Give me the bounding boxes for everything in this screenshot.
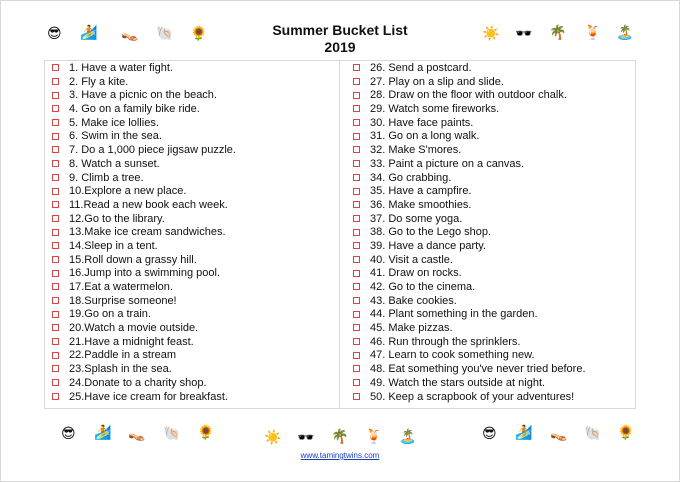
list-item-text: 33. Paint a picture on a canvas. <box>370 157 525 170</box>
checkbox[interactable] <box>52 324 59 331</box>
list-item-text: 38. Go to the Lego shop. <box>370 226 492 239</box>
checkbox[interactable] <box>52 256 59 263</box>
checkbox[interactable] <box>52 105 59 112</box>
checkbox[interactable] <box>353 311 360 318</box>
sun-icon: ☀️ <box>482 26 500 42</box>
list-item <box>52 103 236 117</box>
list-item <box>353 336 586 350</box>
list-item <box>52 336 236 350</box>
list-item-text: 34. Go crabbing. <box>370 171 452 184</box>
checkbox[interactable] <box>353 160 360 167</box>
checkbox[interactable] <box>52 78 59 85</box>
checkbox[interactable] <box>52 174 59 181</box>
list-item <box>52 254 236 268</box>
list-item-text: 28. Draw on the floor with outdoor chalk. <box>370 89 567 102</box>
checkbox[interactable] <box>52 379 59 386</box>
list-item <box>353 267 586 281</box>
list-item <box>52 117 236 131</box>
checkbox[interactable] <box>52 393 59 400</box>
list-item <box>52 226 236 240</box>
checkbox[interactable] <box>353 105 360 112</box>
list-item-text: 25.Have ice cream for breakfast. <box>69 390 228 403</box>
checkbox[interactable] <box>52 229 59 236</box>
checkbox[interactable] <box>52 64 59 71</box>
list-item <box>52 391 236 405</box>
list-item <box>52 267 236 281</box>
list-item-text: 23.Splash in the sea. <box>69 363 172 376</box>
list-item <box>52 322 236 336</box>
list-item-text: 8. Watch a sunset. <box>69 157 160 170</box>
checkbox[interactable] <box>353 256 360 263</box>
checkbox[interactable] <box>52 283 59 290</box>
list-item-text: 50. Keep a scrapbook of your adventures! <box>370 390 575 403</box>
list-item-text: 26. Send a postcard. <box>370 62 472 74</box>
checkbox[interactable] <box>353 352 360 359</box>
list-item-text: 21.Have a midnight feast. <box>69 335 194 348</box>
list-item-text: 9. Climb a tree. <box>69 171 144 184</box>
list-item <box>353 377 586 391</box>
checkbox[interactable] <box>353 119 360 126</box>
list-item-text: 14.Sleep in a tent. <box>69 239 158 252</box>
checkbox[interactable] <box>353 324 360 331</box>
checkbox[interactable] <box>353 379 360 386</box>
list-item <box>353 76 586 90</box>
surfer-icon: 🏄 <box>94 425 112 441</box>
list-item <box>353 226 586 240</box>
surfer-icon: 🏄 <box>80 25 98 41</box>
list-item-text: 27. Play on a slip and slide. <box>370 75 504 88</box>
page-title: Summer Bucket List <box>272 22 408 38</box>
list-item-text: 15.Roll down a grassy hill. <box>69 253 197 266</box>
list-item <box>52 185 236 199</box>
list-item-text: 46. Run through the sprinklers. <box>370 335 521 348</box>
checkbox[interactable] <box>353 174 360 181</box>
list-item-text: 42. Go to the cinema. <box>370 281 476 293</box>
list-item <box>52 213 236 227</box>
left-column-list <box>52 62 236 404</box>
list-item <box>353 213 586 227</box>
checkbox[interactable] <box>353 201 360 208</box>
list-item <box>52 281 236 295</box>
island-icon: 🏝️ <box>399 429 417 445</box>
list-item-text: 18.Surprise someone! <box>69 294 177 307</box>
palm-tree-icon: 🌴 <box>549 25 567 41</box>
checkbox[interactable] <box>52 119 59 126</box>
list-item <box>52 144 236 158</box>
list-item <box>353 172 586 186</box>
list-item-text: 31. Go on a long walk. <box>370 130 480 143</box>
list-item <box>52 89 236 103</box>
list-item <box>353 363 586 377</box>
sunflower-icon: 🌻 <box>190 26 208 42</box>
list-item <box>353 130 586 144</box>
list-item-text: 16.Jump into a swimming pool. <box>69 267 221 280</box>
checkbox[interactable] <box>52 201 59 208</box>
list-item-text: 2. Fly a kite. <box>69 75 129 88</box>
list-item <box>52 363 236 377</box>
list-item <box>353 308 586 322</box>
checkbox[interactable] <box>353 365 360 372</box>
list-item <box>353 103 586 117</box>
checkbox[interactable] <box>52 160 59 167</box>
list-item-text: 7. Do a 1,000 piece jigsaw puzzle. <box>69 144 236 157</box>
list-item <box>52 349 236 363</box>
list-item-text: 3. Have a picnic on the beach. <box>69 89 217 102</box>
checkbox[interactable] <box>353 64 360 71</box>
shell-icon: 🐚 <box>163 426 181 442</box>
list-item-text: 40. Visit a castle. <box>370 253 453 266</box>
list-item-text: 12.Go to the library. <box>69 212 165 225</box>
checkbox[interactable] <box>353 283 360 290</box>
checkbox[interactable] <box>353 338 360 345</box>
palm-tree-icon: 🌴 <box>331 429 349 445</box>
list-item <box>52 158 236 172</box>
checkbox[interactable] <box>353 229 360 236</box>
checkbox[interactable] <box>52 215 59 222</box>
list-item-text: 37. Do some yoga. <box>370 212 463 225</box>
checkbox[interactable] <box>353 242 360 249</box>
checkbox[interactable] <box>52 133 59 140</box>
sun-icon: ☀️ <box>264 430 282 446</box>
tropical-drink-icon: 🍹 <box>584 25 602 41</box>
list-item-text: 44. Plant something in the garden. <box>370 308 538 321</box>
list-item-text: 4. Go on a family bike ride. <box>69 103 200 116</box>
list-item-text: 29. Watch some fireworks. <box>370 103 500 116</box>
list-item <box>52 172 236 186</box>
checkbox[interactable] <box>353 133 360 140</box>
checkbox[interactable] <box>52 365 59 372</box>
page-year: 2019 <box>324 39 356 55</box>
list-item-text: 22.Paddle in a stream <box>69 349 177 362</box>
list-item <box>353 144 586 158</box>
list-item-text: 36. Make smoothies. <box>370 198 472 211</box>
sunglasses-icon: 🕶️ <box>515 26 533 42</box>
list-item <box>353 199 586 213</box>
checkbox[interactable] <box>353 215 360 222</box>
column-divider <box>339 60 340 408</box>
checkbox[interactable] <box>52 352 59 359</box>
list-item-text: 48. Eat something you've never tried before. <box>370 363 586 376</box>
list-item-text: 32. Make S'mores. <box>370 144 462 157</box>
sandal-icon: 👡 <box>121 26 139 42</box>
list-item <box>353 89 586 103</box>
list-item-text: 20.Watch a movie outside. <box>69 322 199 335</box>
list-item <box>353 185 586 199</box>
checkbox[interactable] <box>52 146 59 153</box>
checkbox[interactable] <box>52 188 59 195</box>
list-item <box>353 295 586 309</box>
list-item <box>353 240 586 254</box>
list-item-text: 24.Donate to a charity shop. <box>69 376 207 389</box>
list-item <box>353 349 586 363</box>
sunglasses-face-icon: 😎 <box>47 26 62 42</box>
right-column-list <box>353 62 586 404</box>
checkbox[interactable] <box>353 393 360 400</box>
list-item <box>52 240 236 254</box>
list-item-text: 47. Learn to cook something new. <box>370 349 535 362</box>
list-item <box>52 377 236 391</box>
list-item-text: 1. Have a water fight. <box>69 62 173 74</box>
island-icon: 🏝️ <box>616 25 634 41</box>
list-item <box>353 322 586 336</box>
list-item <box>52 76 236 90</box>
list-item <box>353 62 586 76</box>
list-item <box>353 117 586 131</box>
tropical-drink-icon: 🍹 <box>365 429 383 445</box>
list-item <box>52 295 236 309</box>
list-item <box>52 130 236 144</box>
list-item <box>52 199 236 213</box>
checkbox[interactable] <box>353 297 360 304</box>
list-item-text: 6. Swim in the sea. <box>69 130 162 143</box>
list-item-text: 13.Make ice cream sandwiches. <box>69 226 226 239</box>
shell-icon: 🐚 <box>584 426 602 442</box>
list-item-text: 43. Bake cookies. <box>370 294 457 307</box>
list-item-text: 35. Have a campfire. <box>370 185 472 198</box>
sandal-icon: 👡 <box>550 426 568 442</box>
checkbox[interactable] <box>353 92 360 99</box>
checkbox[interactable] <box>52 311 59 318</box>
list-item-text: 41. Draw on rocks. <box>370 267 462 280</box>
checkbox[interactable] <box>353 270 360 277</box>
sunglasses-face-icon: 😎 <box>482 426 497 442</box>
checkbox[interactable] <box>353 78 360 85</box>
checkbox[interactable] <box>353 146 360 153</box>
checkbox[interactable] <box>52 338 59 345</box>
list-item <box>52 62 236 76</box>
list-item-text: 30. Have face paints. <box>370 116 474 129</box>
sunflower-icon: 🌻 <box>617 425 635 441</box>
surfer-icon: 🏄 <box>515 425 533 441</box>
checkbox[interactable] <box>52 242 59 249</box>
sunflower-icon: 🌻 <box>197 425 215 441</box>
checkbox[interactable] <box>52 92 59 99</box>
checkbox[interactable] <box>52 297 59 304</box>
list-item <box>52 308 236 322</box>
list-item-text: 11.Read a new book each week. <box>69 198 228 211</box>
list-item <box>353 391 586 405</box>
list-item <box>353 254 586 268</box>
shell-icon: 🐚 <box>156 26 174 42</box>
footer-url-link[interactable]: www.tamingtwins.com <box>300 451 380 460</box>
list-item <box>353 281 586 295</box>
sunglasses-icon: 🕶️ <box>297 430 315 446</box>
sandal-icon: 👡 <box>128 426 146 442</box>
list-item-text: 45. Make pizzas. <box>370 322 453 335</box>
checkbox[interactable] <box>52 270 59 277</box>
list-item-text: 49. Watch the stars outside at night. <box>370 376 546 389</box>
checkbox[interactable] <box>353 188 360 195</box>
list-item-text: 5. Make ice lollies. <box>69 116 159 129</box>
list-item-text: 10.Explore a new place. <box>69 185 187 198</box>
list-item <box>353 158 586 172</box>
list-item-text: 39. Have a dance party. <box>370 239 486 252</box>
sunglasses-face-icon: 😎 <box>61 426 76 442</box>
list-item-text: 17.Eat a watermelon. <box>69 281 173 293</box>
list-item-text: 19.Go on a train. <box>69 308 151 321</box>
